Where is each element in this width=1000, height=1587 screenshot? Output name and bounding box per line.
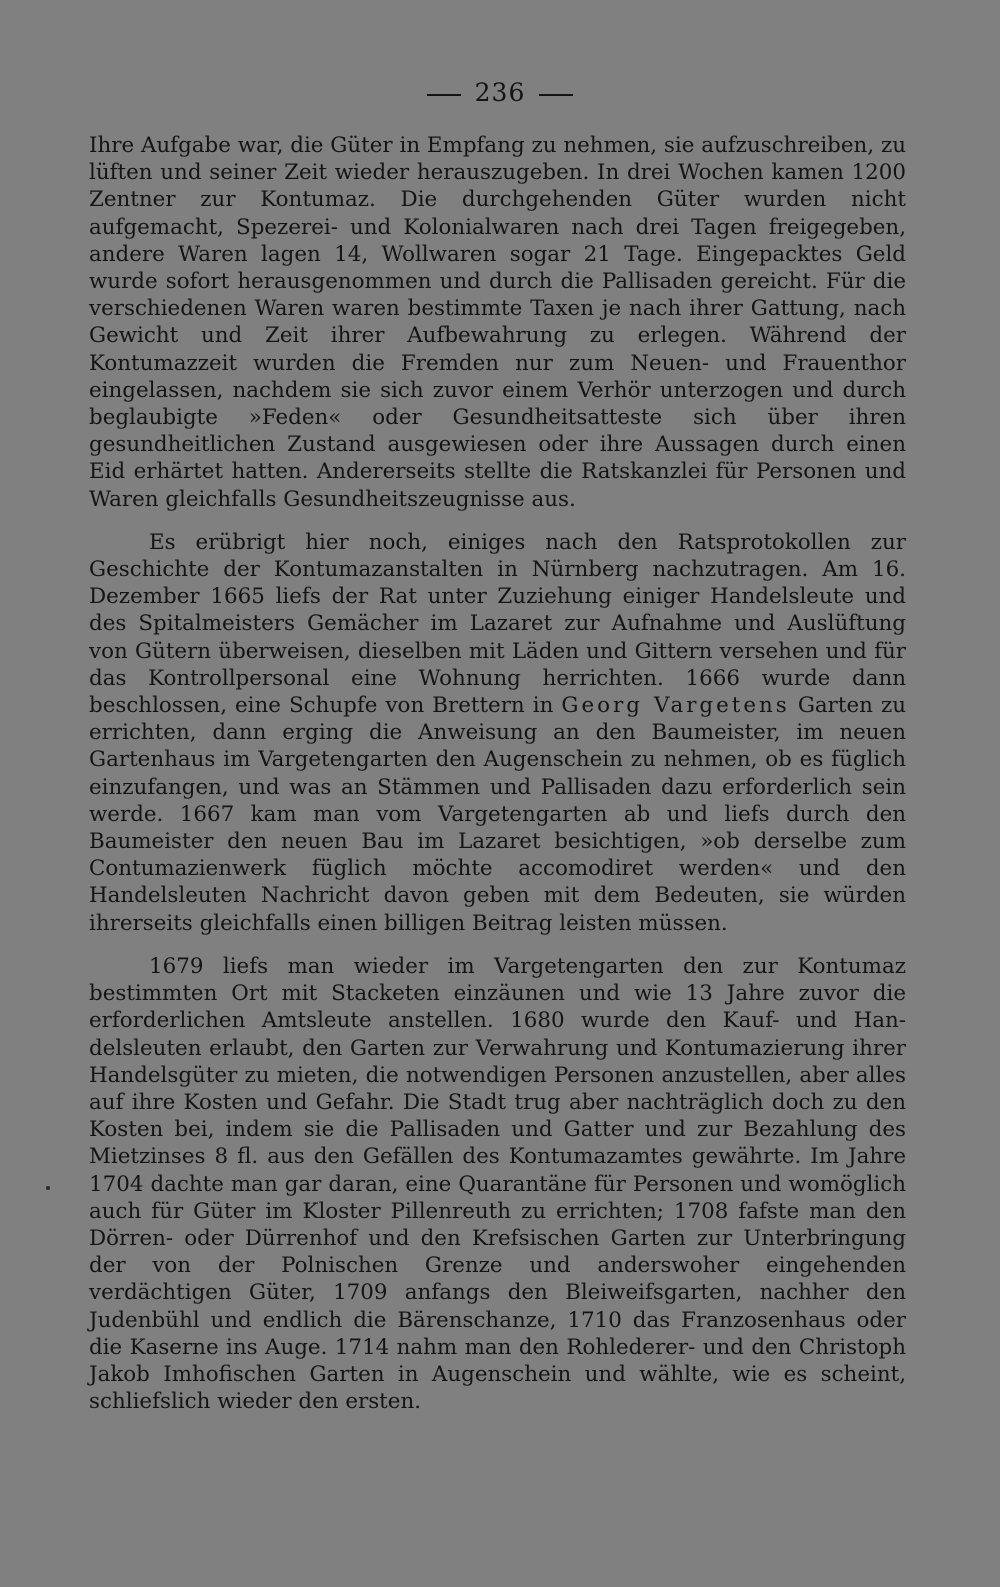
paragraph-2 [89, 529, 906, 937]
text-column [89, 132, 906, 1415]
page-header [0, 78, 1000, 107]
page-number: 236 [474, 78, 526, 107]
paragraph-2-spaced-name: Georg Vargetens [561, 693, 790, 719]
paragraph-1: Ihre Aufgabe war, die Güter in Empfang zu nehmen, sie aufzuschreiben, zu lüften und seiner Zeit wieder herauszugeben. In drei Wochen kamen 1200 Zentner zur Kontumaz. Die durchgehenden Güter wurden nicht aufgemacht, Spezerei- und Kolonialwaren nach drei Tagen freigegeben, andere Waren lagen 14, Wollwaren sogar 21 Tage. Eingepacktes Geld wurde sofort herausgenommen und durch die Pallisaden gereicht. Für die verschiedenen Waren waren bestimmte Taxen je nach ihrer Gattung, nach Gewicht und Zeit ihrer Aufbewahrung zu erlegen. Während der Kontumazzeit wurden die Fremden nur zum Neuen- und Frauenthor eingelassen, nachdem sie sich zuvor einem Verhör unterzogen und durch beglaubigte »Feden« oder Gesundheitsatteste sich über ihren gesundheitlichen Zustand ausgewiesen oder ihre Aussagen durch einen Eid erhärtet hatten. Andererseits stellte die Ratskanzlei für Personen und Waren gleichfalls Gesundheitszeugnisse aus. [89, 133, 906, 512]
header-dash-left [427, 94, 461, 96]
header-dash-right [539, 94, 573, 96]
paragraph-3: 1679 liefs man wieder im Vargetengarten den zur Kontumaz bestimmten Ort mit Stacketen einzäunen und wie 13 Jahre zuvor die erforderlichen Amtsleute anstellen. 1680 wurde den Kauf- und Handelsleuten erlaubt, den Garten zur Verwahrung und Kontumazierung ihrer Handelsgüter zu mieten, die notwendigen Personen anzustellen, aber alles auf ihre Kosten und Gefahr. Die Stadt trug aber nachträglich doch zu den Kosten bei, indem sie die Pallisaden und Gatter und zur Bezahlung des Mietzinses 8 fl. aus den Gefällen des Kontumazamtes gewährte. Im Jahre 1704 dachte man gar daran, eine Quarantäne für Personen und womöglich auch für Güter im Kloster Pillenreuth zu errichten; 1708 fafste man den Dörren- oder Dürrenhof und den Krefsischen Garten zur Unterbringung der von der Polnischen Grenze und anderswoher eingehenden verdächtigen Güter, 1709 anfangs den Bleiweifsgarten, nachher den Judenbühl und endlich die Bärenschanze, 1710 das Franzosenhaus oder die Kaserne ins Auge. 1714 nahm man den Rohlederer- und den Christoph Jakob Imhofischen Garten in Augenschein und wählte, wie es scheint, schliefslich wieder den ersten. [89, 953, 906, 1415]
paragraph-2-part-2: Garten zu errichten, dann erging die Anweisung an den Baumeister, im neuen Gartenhaus im Vargetengarten den Augenschein zu nehmen, ob es füglich einzufangen, und was an Stämmen und Pallisaden dazu erforderlich sein werde. 1667 kam man vom Vargetengarten ab und liefs durch den Baumeister den neuen Bau im Lazaret besichtigen, »ob derselbe zum Contumazienwerk füglich möchte accomodiret werden« und den Handelsleuten Nachricht davon geben mit dem Bedeuten, sie würden ihrerseits gleichfalls einen billigen Beitrag leisten müssen. [89, 693, 907, 936]
scan-speck [46, 1186, 50, 1190]
paragraph-2-part-1: Es erübrigt hier noch, einiges nach den Ratsprotokollen zur Geschichte der Kontumazanstalten in Nürnberg nachzutragen. Am 16. Dezember 1665 liefs der Rat unter Zuziehung einiger Handelsleute und des Spitalmeisters Gemächer im Lazaret zur Aufnahme und Auslüftung von Gütern überweisen, dieselben mit Läden und Gittern versehen und für das Kontrollpersonal eine Wohnung herrichten. 1666 wurde dann beschlossen, eine Schupfe von Brettern in [89, 529, 906, 719]
